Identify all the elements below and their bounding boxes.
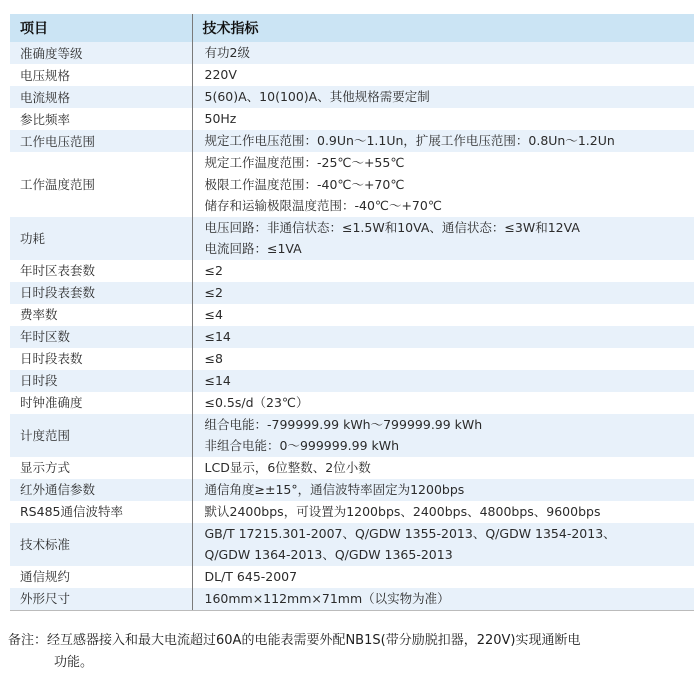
- row-label: 日时段表数: [20, 351, 83, 366]
- row-label: 电压规格: [20, 67, 71, 83]
- row-value: [192, 501, 694, 523]
- row-value-line: GB/T 17215.301-2007、Q/GDW 1355-2013、Q/GDW 1354-2013、: [204, 525, 616, 541]
- row-value-line: 电压回路：非通信状态：≤1.5W和10VA、通信状态：≤3W和12VA: [204, 219, 580, 235]
- row-value: [192, 370, 694, 392]
- row-label: 费率数: [20, 307, 58, 322]
- row-value-line: 电流回路：≤1VA: [204, 241, 302, 256]
- footnote-line-2: 功能。: [54, 655, 94, 670]
- row-value: [192, 588, 694, 611]
- table-row: [10, 152, 694, 217]
- row-value-line: ≤0.5s/d（23℃）: [204, 394, 309, 410]
- table-row: [10, 348, 694, 370]
- row-value: [192, 326, 694, 348]
- table-header-row: [10, 14, 694, 42]
- row-label: 年时区数: [10, 326, 192, 348]
- row-label: 功耗: [10, 217, 192, 260]
- row-value-line: LCD显示，6位整数、2位小数: [204, 459, 371, 475]
- row-value-line: ≤14: [204, 328, 231, 344]
- row-value: [192, 108, 694, 130]
- table-row: [10, 457, 694, 479]
- row-value-line: ≤4: [204, 306, 223, 322]
- row-label: 电流规格: [10, 86, 192, 108]
- table-row: [10, 370, 694, 392]
- row-value-line: ≤8: [204, 350, 223, 366]
- table-row: [10, 217, 694, 260]
- row-value-line: 5(60)A、10(100)A、其他规格需要定制: [204, 89, 430, 105]
- table-row: [10, 479, 694, 501]
- row-value-line: 160mm×112mm×71mm（以实物为准）: [204, 590, 450, 606]
- row-value-line: 极限工作温度范围：-40℃～+70℃: [204, 176, 405, 192]
- table-row: [10, 260, 694, 282]
- row-value-line: Q/GDW 1364-2013、Q/GDW 1365-2013: [204, 547, 453, 562]
- table-row: [10, 392, 694, 414]
- row-value: [192, 152, 694, 217]
- row-value-line: 规定工作温度范围：-25℃～+55℃: [204, 155, 405, 170]
- row-value-line: 默认2400bps，可设置为1200bps、2400bps、4800bps、9600bps: [204, 503, 601, 519]
- row-value-line: ≤14: [204, 372, 231, 388]
- table-row: [10, 282, 694, 304]
- row-value-line: 组合电能：-799999.99 kWh～799999.99 kWh: [204, 416, 483, 432]
- row-value-line: 50Hz: [204, 111, 237, 127]
- table-row: [10, 304, 694, 326]
- table-body: [10, 42, 694, 610]
- row-label: 参比频率: [20, 111, 71, 127]
- footnote-prefix: 备注：: [8, 633, 48, 648]
- row-value: [192, 414, 694, 457]
- row-label: 时钟准确度: [20, 395, 83, 410]
- row-value: [192, 523, 694, 566]
- table-row: [10, 86, 694, 108]
- row-value-line: 通信角度≥±15°，通信波特率固定为1200bps: [204, 481, 465, 497]
- row-value: [192, 260, 694, 282]
- row-label: 日时段: [10, 370, 192, 392]
- row-value: [192, 86, 694, 108]
- row-value-line: ≤2: [204, 284, 223, 300]
- table-row: [10, 108, 694, 130]
- row-value: [192, 457, 694, 479]
- table-row: [10, 326, 694, 348]
- row-value-line: 储存和运输极限温度范围：-40℃～+70℃: [204, 198, 442, 213]
- table-row: [10, 523, 694, 566]
- row-value: [192, 217, 694, 260]
- header-spec: 技术指标: [192, 14, 694, 42]
- row-value: [192, 392, 694, 414]
- row-value-line: 220V: [204, 67, 237, 83]
- table-row: [10, 501, 694, 523]
- table-row: [10, 64, 694, 86]
- row-value: [192, 130, 694, 152]
- row-label: 准确度等级: [10, 42, 192, 64]
- table-row: [10, 588, 694, 611]
- footnote-line-1: 经互感器接入和最大电流超过60A的电能表需要外配NB1S(带分励脱扣器，220V)实现通断电: [47, 633, 581, 648]
- table-row: [10, 42, 694, 64]
- row-value-line: 非组合电能：0～999999.99 kWh: [204, 438, 400, 453]
- row-label: 外形尺寸: [10, 588, 192, 611]
- table-row: [10, 566, 694, 588]
- row-value-line: 规定工作电压范围：0.9Un～1.1Un，扩展工作电压范围：0.8Un～1.2Un: [204, 133, 615, 149]
- row-value: [192, 566, 694, 588]
- row-label: 计度范围: [10, 414, 192, 457]
- row-label: 工作温度范围: [20, 176, 96, 192]
- header-item: 项目: [10, 14, 192, 42]
- row-value: [192, 282, 694, 304]
- footnote: [8, 630, 696, 674]
- spec-table: [10, 14, 694, 611]
- row-label: 年时区表套数: [20, 263, 96, 278]
- row-value-line: DL/T 645-2007: [204, 568, 298, 584]
- row-value: [192, 348, 694, 370]
- row-value-line: 有功2级: [204, 45, 250, 61]
- row-label: 日时段表套数: [10, 282, 192, 304]
- row-label: 通信规约: [20, 569, 71, 584]
- row-label: RS485通信波特率: [20, 504, 123, 519]
- row-label: 工作电压范围: [10, 130, 192, 152]
- row-value: [192, 304, 694, 326]
- table-row: [10, 130, 694, 152]
- table-row: [10, 414, 694, 457]
- row-label: 显示方式: [20, 460, 71, 475]
- row-label: 红外通信参数: [10, 479, 192, 501]
- row-label: 技术标准: [10, 523, 192, 566]
- row-value: [192, 479, 694, 501]
- row-value: [192, 42, 694, 64]
- row-value: [192, 64, 694, 86]
- row-value-line: ≤2: [204, 262, 223, 278]
